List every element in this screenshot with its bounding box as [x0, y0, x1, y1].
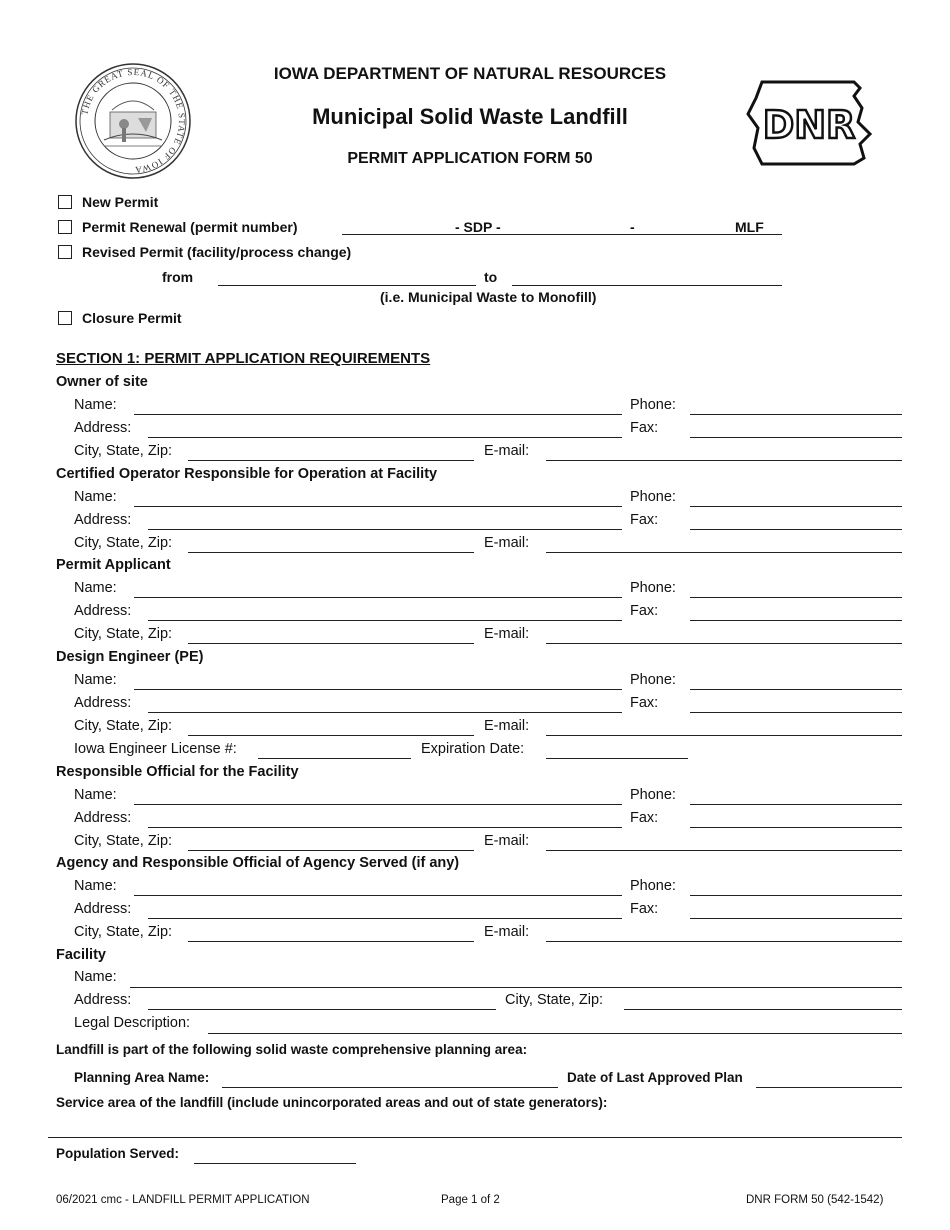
- applicant-fax-field[interactable]: [690, 620, 902, 621]
- engineer-heading: Design Engineer (PE): [56, 649, 204, 665]
- official-city-label: City, State, Zip:: [74, 833, 173, 849]
- official-address-field[interactable]: [148, 827, 622, 828]
- footer-right: DNR FORM 50 (542-1542): [746, 1194, 884, 1206]
- agency-phone-field[interactable]: [690, 895, 902, 896]
- engineer-address-field[interactable]: [148, 712, 622, 713]
- applicant-city-label: City, State, Zip:: [74, 626, 173, 642]
- operator-city-field[interactable]: [188, 552, 474, 553]
- owner-heading: Owner of site: [56, 374, 148, 390]
- engineer-expiration-field[interactable]: [546, 758, 688, 759]
- agency-name: IOWA DEPARTMENT OF NATURAL RESOURCES: [273, 64, 667, 83]
- operator-name-field[interactable]: [134, 506, 622, 507]
- from-label: from: [162, 269, 194, 285]
- operator-phone-field[interactable]: [690, 506, 902, 507]
- owner-city-field[interactable]: [188, 460, 474, 461]
- from-field[interactable]: [218, 285, 476, 286]
- owner-name-field[interactable]: [134, 414, 622, 415]
- applicant-email-field[interactable]: [546, 643, 902, 644]
- operator-address-field[interactable]: [148, 529, 622, 530]
- agency-city-label: City, State, Zip:: [74, 924, 173, 940]
- facility-legal-field[interactable]: [208, 1033, 902, 1034]
- engineer-license-field[interactable]: [258, 758, 411, 759]
- engineer-name-field[interactable]: [134, 689, 622, 690]
- engineer-fax-label: Fax:: [630, 695, 659, 711]
- owner-fax-label: Fax:: [630, 420, 659, 436]
- official-fax-field[interactable]: [690, 827, 902, 828]
- state-seal-logo: [74, 62, 192, 180]
- facility-heading: Facility: [56, 947, 106, 963]
- closure-permit-checkbox[interactable]: [58, 311, 72, 325]
- last-approved-plan-label: Date of Last Approved Plan: [567, 1070, 743, 1085]
- operator-name-label: Name:: [74, 489, 117, 505]
- official-heading: Responsible Official for the Facility: [56, 764, 299, 780]
- footer-left: 06/2021 cmc - LANDFILL PERMIT APPLICATION: [56, 1194, 310, 1206]
- applicant-address-label: Address:: [74, 603, 132, 619]
- owner-phone-field[interactable]: [690, 414, 902, 415]
- facility-address-label: Address:: [74, 992, 132, 1008]
- operator-fax-field[interactable]: [690, 529, 902, 530]
- official-email-label: E-mail:: [484, 833, 530, 849]
- owner-name-label: Name:: [74, 397, 117, 413]
- official-name-label: Name:: [74, 787, 117, 803]
- operator-city-label: City, State, Zip:: [74, 535, 173, 551]
- engineer-address-label: Address:: [74, 695, 132, 711]
- planning-intro: Landfill is part of the following solid waste comprehensive planning area:: [56, 1042, 528, 1057]
- engineer-license-label: Iowa Engineer License #:: [74, 741, 237, 757]
- engineer-city-label: City, State, Zip:: [74, 718, 173, 734]
- agency-fax-field[interactable]: [690, 918, 902, 919]
- last-approved-plan-field[interactable]: [756, 1087, 902, 1088]
- facility-name-field[interactable]: [130, 987, 902, 988]
- engineer-city-field[interactable]: [188, 735, 474, 736]
- to-label: to: [484, 269, 498, 285]
- owner-phone-label: Phone:: [630, 397, 676, 413]
- population-served-field[interactable]: [194, 1163, 356, 1164]
- facility-legal-label: Legal Description:: [74, 1015, 191, 1031]
- facility-city-label: City, State, Zip:: [505, 992, 604, 1008]
- agency-email-field[interactable]: [546, 941, 902, 942]
- engineer-phone-label: Phone:: [630, 672, 676, 688]
- agency-email-label: E-mail:: [484, 924, 530, 940]
- planning-area-name-label: Planning Area Name:: [74, 1070, 210, 1085]
- owner-email-field[interactable]: [546, 460, 902, 461]
- applicant-email-label: E-mail:: [484, 626, 530, 642]
- engineer-name-label: Name:: [74, 672, 117, 688]
- agency-address-field[interactable]: [148, 918, 622, 919]
- form-number-title: PERMIT APPLICATION FORM 50: [347, 150, 593, 167]
- renewal-mlf-label: MLF: [735, 219, 764, 235]
- official-name-field[interactable]: [134, 804, 622, 805]
- owner-city-label: City, State, Zip:: [74, 443, 173, 459]
- operator-heading: Certified Operator Responsible for Operation at Facility: [56, 466, 438, 482]
- official-fax-label: Fax:: [630, 810, 659, 826]
- to-field[interactable]: [512, 285, 782, 286]
- renewal-sdp-label: - SDP -: [455, 219, 501, 235]
- section1-heading: SECTION 1: PERMIT APPLICATION REQUIREMENTS: [56, 350, 431, 367]
- dnr-logo: [742, 78, 878, 170]
- operator-address-label: Address:: [74, 512, 132, 528]
- closure-permit-label: Closure Permit: [82, 310, 182, 326]
- population-served-label: Population Served:: [56, 1146, 180, 1161]
- engineer-email-label: E-mail:: [484, 718, 530, 734]
- renewal-number-field[interactable]: [342, 234, 782, 235]
- official-city-field[interactable]: [188, 850, 474, 851]
- engineer-expiration-label: Expiration Date:: [421, 741, 525, 757]
- agency-city-field[interactable]: [188, 941, 474, 942]
- facility-name-label: Name:: [74, 969, 117, 985]
- owner-address-label: Address:: [74, 420, 132, 436]
- permit-renewal-label: Permit Renewal (permit number): [82, 219, 298, 235]
- agency-phone-label: Phone:: [630, 878, 676, 894]
- agency-fax-label: Fax:: [630, 901, 659, 917]
- operator-email-field[interactable]: [546, 552, 902, 553]
- applicant-phone-label: Phone:: [630, 580, 676, 596]
- agency-heading: Agency and Responsible Official of Agency Served (if any): [56, 855, 460, 871]
- applicant-phone-field[interactable]: [690, 597, 902, 598]
- service-area-field[interactable]: [48, 1137, 902, 1138]
- agency-name-field[interactable]: [134, 895, 622, 896]
- official-phone-field[interactable]: [690, 804, 902, 805]
- facility-address-field[interactable]: [148, 1009, 496, 1010]
- owner-fax-field[interactable]: [690, 437, 902, 438]
- applicant-fax-label: Fax:: [630, 603, 659, 619]
- applicant-address-field[interactable]: [148, 620, 622, 621]
- engineer-fax-field[interactable]: [690, 712, 902, 713]
- facility-city-field[interactable]: [624, 1009, 902, 1010]
- owner-email-label: E-mail:: [484, 443, 530, 459]
- applicant-name-label: Name:: [74, 580, 117, 596]
- dnr-logo-text: DNR: [762, 103, 856, 147]
- official-address-label: Address:: [74, 810, 132, 826]
- applicant-heading: Permit Applicant: [56, 557, 171, 573]
- official-phone-label: Phone:: [630, 787, 676, 803]
- operator-phone-label: Phone:: [630, 489, 676, 505]
- new-permit-checkbox[interactable]: [58, 195, 72, 209]
- agency-name-label: Name:: [74, 878, 117, 894]
- engineer-email-field[interactable]: [546, 735, 902, 736]
- applicant-city-field[interactable]: [188, 643, 474, 644]
- operator-fax-label: Fax:: [630, 512, 659, 528]
- new-permit-label: New Permit: [82, 194, 159, 210]
- renewal-dash-label: -: [630, 219, 635, 235]
- service-area-label: Service area of the landfill (include unincorporated areas and out of state generators):: [56, 1095, 608, 1110]
- footer-page-number: Page 1 of 2: [441, 1194, 500, 1206]
- applicant-name-field[interactable]: [134, 597, 622, 598]
- revised-permit-label: Revised Permit (facility/process change): [82, 244, 352, 260]
- agency-address-label: Address:: [74, 901, 132, 917]
- form-main-title: Municipal Solid Waste Landfill: [312, 104, 628, 129]
- example-note: (i.e. Municipal Waste to Monofill): [380, 289, 597, 305]
- owner-address-field[interactable]: [148, 437, 622, 438]
- planning-area-name-field[interactable]: [222, 1087, 558, 1088]
- engineer-phone-field[interactable]: [690, 689, 902, 690]
- revised-permit-checkbox[interactable]: [58, 245, 72, 259]
- permit-renewal-checkbox[interactable]: [58, 220, 72, 234]
- official-email-field[interactable]: [546, 850, 902, 851]
- seal-text: THE GREAT SEAL OF THE STATE OF IOWA: [79, 66, 188, 176]
- operator-email-label: E-mail:: [484, 535, 530, 551]
